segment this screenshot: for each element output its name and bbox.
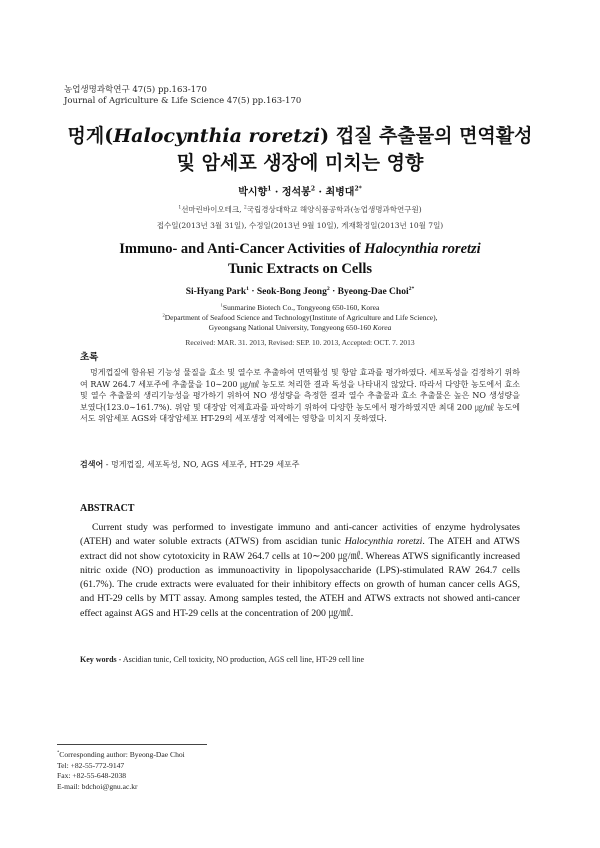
author-name: 정석봉 <box>281 187 311 198</box>
affiliation-en-line1 <box>0 303 600 313</box>
footnote-tel: Tel: +82-55-772-9147 <box>57 760 125 770</box>
abstract-ko-body <box>80 367 520 425</box>
author-sep: · <box>329 287 338 297</box>
keywords-en-text: - Ascidian tunic, Cell toxicity, NO production, AGS cell line, HT-29 cell line <box>116 655 365 664</box>
title-en-part: Immuno- and Anti-Cancer Activities of <box>119 241 365 257</box>
authors-en <box>0 287 600 297</box>
footnote-fax: Fax: +82-55-648-2038 <box>57 771 127 780</box>
journal-line-en: Journal of Agriculture & Life Science 47(5) pp.163-170 <box>64 96 302 106</box>
aff-text: 국립경상대학교 해양식품공학과(농업생명과학연구원) <box>246 205 422 214</box>
abstract-en-heading: ABSTRACT <box>80 503 135 514</box>
abstract-en-text: Current study was performed to investigate immuno and anti-cancer activities of enzyme hydrolysates (ATEH) and water soluble extracts (ATWS) from ascidian tunic <box>80 522 520 548</box>
dates-en: Received: MAR. 31. 2013, Revised: SEP. 10. 2013, Accepted: OCT. 7. 2013 <box>185 338 415 347</box>
aff-sup: 1 <box>178 205 182 211</box>
aff-country: Korea <box>372 323 392 332</box>
author-sup: 1 <box>267 185 272 193</box>
abstract-ko-heading: 초록 <box>80 352 99 363</box>
title-en-line2: Tunic Extracts on Cells <box>227 261 373 277</box>
aff-text: Department of Seafood Science and Technology(Institute of Agriculture and Life Science), <box>164 313 438 322</box>
footnote-star: * <box>57 749 60 755</box>
author-sup: 2 <box>310 185 316 193</box>
affiliation-en-line3 <box>0 323 600 333</box>
footnote-corresponding-text: Corresponding author: Byeong-Dae Choi <box>59 750 185 759</box>
abstract-en-text: . The ATEH and ATWS extract did not show cytotoxicity in RAW 264.7 cells at 10∼200 ㎍/㎖. Whereas ATWS significantly increased nitric oxide (NO) production as immunoactivity in lipopolysaccharide (LPS)-stimulated RAW 264.7 cells (61.7%). The crude extracts were evaluated for their inhibitory effects on growth of human cancer cells AGS, and HT-29 cells by MTT assay. Among samples tested, the ATEH and ATWS extracts not showed anti-cancer effect against AGS and HT-29 cells at the concentration of 200 ㎍/㎖. <box>80 536 520 619</box>
title-en-species: Halocynthia roretzi <box>364 241 481 257</box>
footnote <box>57 750 185 792</box>
footnote-corresponding <box>57 750 185 761</box>
abstract-en-paragraph <box>80 521 520 621</box>
aff-text: Sunmarine Biotech Co., Tongyeong 650-160, Korea <box>222 303 380 312</box>
aff-sup: 2 <box>162 312 165 318</box>
affiliation-en-line2 <box>0 313 600 323</box>
keywords-ko-text: - 멍게껍질, 세포독성, NO, AGS 세포주, HT-29 세포주 <box>103 460 300 469</box>
aff-text: 선마린바이오테크, <box>181 205 244 214</box>
aff-sup: 1 <box>220 302 223 308</box>
aff-text: Gyeongsang National University, Tongyeong 650-160 <box>208 323 373 332</box>
title-ko-line1 <box>0 124 600 149</box>
title-ko-part: ) 껍질 추출물의 면역활성 <box>320 125 533 147</box>
author-name: Byeong-Dae Choi <box>337 287 409 297</box>
footnote-divider <box>57 744 207 745</box>
abstract-en-species: Halocynthia roretzi <box>344 536 423 548</box>
author-sep: · <box>271 187 282 198</box>
dates-ko: 접수일(2013년 3월 31일), 수정일(2013년 9월 10일), 게재확정일(2013년 10월 7일) <box>156 221 444 230</box>
abstract-ko-text: 멍게껍질에 함유된 기능성 물질을 효소 및 열수로 추출하여 면역활성 및 항암 효과를 평가하였다. 세포독성을 검정하기 위하여 RAW 264.7 세포주에 추출물을 10∼200 ㎍/㎖ 농도로 처리한 결과 독성을 나타내지 않았다. 따라서 다양한 농도에서 효소 및 열수 추출물의 생리기능성을 평가하기 위하여 NO 생성량을 측정한 결과 열수 추출물과 효소 추출물은 높은 NO 생성량을 보였다(123.0∼161.7%). 위암 및 대장암 억제효과를 파악하기 위하여 다양한 농도에서 평가하였지만 최대 200 ㎍/㎖ 농도에서도 위암세포 AGS와 대장암세포 HT-29의 세포생장 억제에는 영향을 미치지 못하였다. <box>80 368 520 424</box>
journal-line-ko: 농업생명과학연구 47(5) pp.163-170 <box>64 85 207 95</box>
title-ko-part: 멍게( <box>67 125 114 147</box>
author-name: Si-Hyang Park <box>185 287 247 297</box>
keywords-en-label: Key words <box>80 655 117 664</box>
author-sep: · <box>248 287 257 297</box>
abstract-en-body <box>80 521 520 621</box>
aff-sup: 2 <box>243 205 247 211</box>
author-sup: 2 <box>326 285 330 292</box>
title-en-line1 <box>0 241 600 258</box>
author-sup: 2* <box>354 185 362 193</box>
keywords-en <box>80 655 364 664</box>
author-sup: 2* <box>408 285 415 292</box>
journal-header <box>64 85 301 107</box>
keywords-ko <box>80 459 300 470</box>
author-sup: 1 <box>246 285 249 292</box>
keywords-ko-label: 검색어 <box>80 459 104 469</box>
affiliation-ko <box>0 204 600 215</box>
title-ko-line2: 및 암세포 생장에 미치는 영향 <box>176 152 424 174</box>
authors-ko <box>0 183 600 198</box>
author-name: 최병대 <box>325 187 355 198</box>
author-name: 박시향 <box>238 187 268 198</box>
author-name: Seok-Bong Jeong <box>256 287 327 297</box>
author-sep: · <box>315 187 326 198</box>
footnote-email: E-mail: bdchoi@gnu.ac.kr <box>57 781 138 791</box>
title-ko-species: Halocynthia roretzi <box>113 125 321 147</box>
